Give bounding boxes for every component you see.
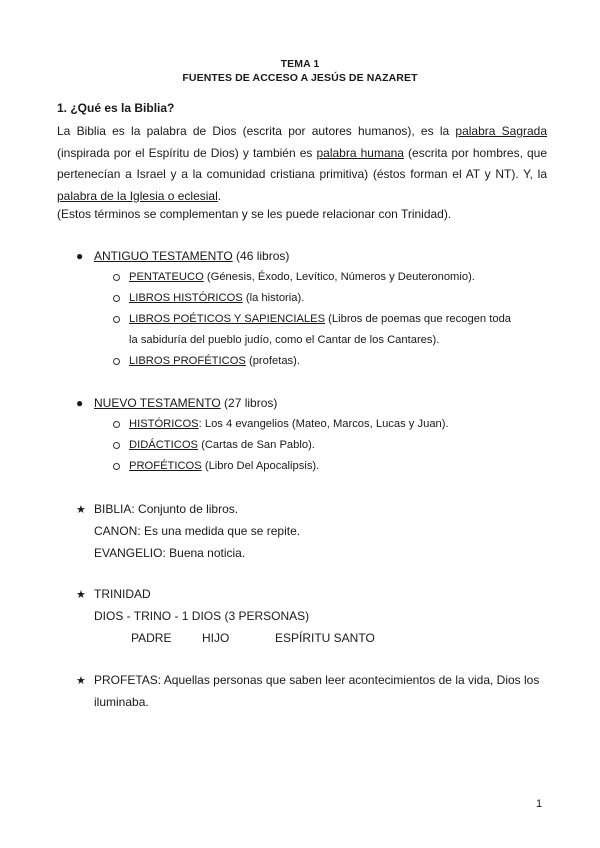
list-item-nuevo-testamento: ● NUEVO TESTAMENTO (27 libros) [76,393,277,414]
trinidad-hijo: HIJO [202,631,230,645]
underlined-term: palabra de la Iglesia o eclesial [57,188,218,203]
trinidad-line: DIOS - TRINO - 1 DIOS (3 PERSONAS) [94,609,310,623]
page-number: 1 [536,798,543,810]
intro-paragraph: La Biblia es la palabra de Dios (escrita por autores humanos), es la palabra Sagrada (inspirada por el Espíritu de Dios) y también es palabra humana (escrita por hombres, que pertenecían a Israel y a la comunidad cristiana primitiva) (éstos forman el AT y NT). Y, la palabra de la Iglesia o eclesial. [57,124,548,203]
section-heading: 1. ¿Qué es la Biblia? [57,101,175,115]
star-icon: ★ [76,675,86,687]
star-icon: ★ [76,504,86,516]
trinidad-espiritu-santo: ESPÍRITU SANTO [275,631,375,645]
trinidad-heading: ★ TRINIDAD [76,583,151,606]
document-subtitle: FUENTES DE ACCESO A JESÚS DE NAZARET [182,72,418,84]
circle-bullet-icon [113,295,120,302]
star-icon: ★ [76,589,86,601]
circle-bullet-icon [113,463,120,470]
circle-bullet-icon [113,421,120,428]
circle-bullet-icon [113,274,120,281]
definition-biblia: ★ BIBLIA: Conjunto de libros. [76,498,238,521]
definition-evangelio: EVANGELIO: Buena noticia. [94,546,246,560]
definition-canon: CANON: Es una medida que se repite. [94,524,301,538]
document-title: TEMA 1 [280,58,320,70]
definition-profetas: ★ PROFETAS: Aquellas personas que saben leer acontecimientos de la vida, Dios los [76,669,539,692]
circle-bullet-icon [113,316,120,323]
list-item-antiguo-testamento: ● ANTIGUO TESTAMENTO (46 libros) [76,246,289,267]
bullet-icon: ● [76,249,84,263]
definition-profetas-cont: iluminaba. [94,695,149,709]
bullet-icon: ● [76,396,84,410]
note-paragraph: (Estos términos se complementan y se les puede relacionar con Trinidad). [57,207,452,221]
circle-bullet-icon [113,442,120,449]
document-page: TEMA 1 FUENTES DE ACCESO A JESÚS DE NAZARET 1. ¿Qué es la Biblia? La Biblia es la palabra de Dios (escrita por autores humanos), es la palabra Sagrada (inspirada por el Espíritu de Dios) y también es palabra humana (escrita por hombres, que pertenecían a Israel y a la comunidad cristiana primitiva) (éstos forman el AT y NT). Y, la palabra de la Iglesia o eclesial. (Estos términos se complementan y se les puede relacionar con Trinidad). ● ANTIGUO TESTAMENTO (46 libros) PENTATEUCO (Génesis, Éxodo, Levítico, Números y Deuteronomio). LIBROS HISTÓRICOS (la historia). LIBROS POÉTICOS Y SAPIENCIALES (Libros de poemas que recogen toda la sabiduría del pueblo judío, como el Cantar de los Cantares). LIBROS PROFÉTICOS (profetas). ● NUEVO TESTAMENTO (27 libros) HISTÓRICOS: Los 4 evangelios (Mateo, Marcos, Lucas y Juan). DIDÁCTICOS (Cartas de San Pablo). PROFÉTICOS (Libro Del Apocalipsis). ★ BIBLIA: Conjunto de libros. CANON: Es una medida que se repite. EVANGELIO: Buena noticia. ★ TRINIDAD DIOS - TRINO - 1 DIOS (3 PERSONAS) PADRE HIJO ESPÍRITU SANTO ★ PROFETAS: Aquellas personas que saben leer acontecimientos de la vida, Dios los iluminaba. 1 [0,0,600,848]
underlined-term: palabra humana [316,145,404,160]
underlined-term: palabra Sagrada [455,124,548,138]
circle-bullet-icon [113,358,120,365]
trinidad-padre: PADRE [131,631,172,645]
